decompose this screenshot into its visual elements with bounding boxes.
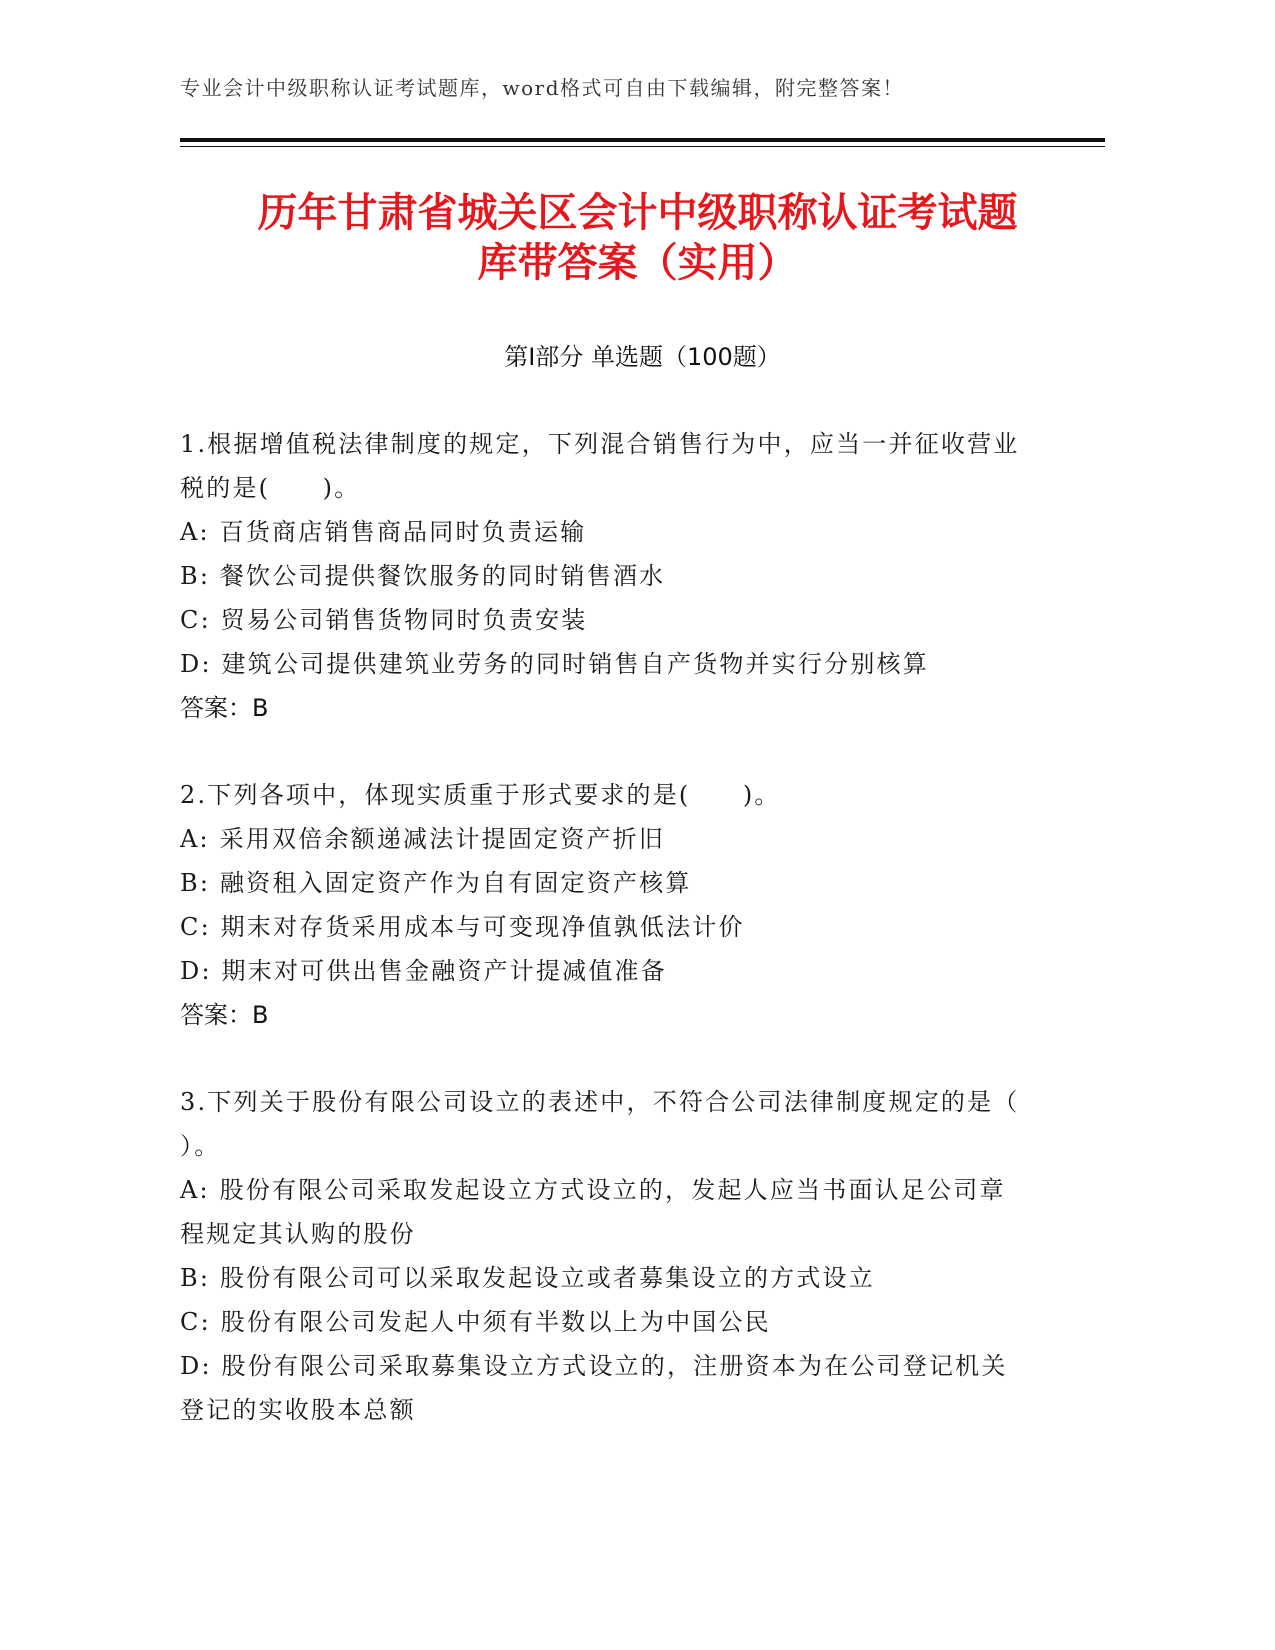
question-stem: 2.下列各项中，体现实质重于形式要求的是( )。 [180,781,781,809]
question-stem: 1.根据增值税法律制度的规定，下列混合销售行为中，应当一并征收营业税的是( )。 [180,430,1020,502]
question-1 [180,422,1030,730]
section-title: 第Ⅰ部分 单选题（100题） [504,343,781,371]
option-c: C: 贸易公司销售货物同时负责安装 [180,606,588,634]
question-2 [180,773,1030,1037]
document-title-line-2: 库带答案（实用） [477,240,798,286]
question-3 [180,1080,1030,1432]
option-a: A: 百货商店销售商品同时负责运输 [180,518,587,546]
answer: 答案：B [180,694,269,722]
option-b: B: 股份有限公司可以采取发起设立或者募集设立的方式设立 [180,1264,875,1292]
question-list [180,422,1030,1475]
option-a: A: 采用双倍余额递减法计提固定资产折旧 [180,825,666,853]
option-b: B: 餐饮公司提供餐饮服务的同时销售酒水 [180,562,666,590]
answer: 答案：B [180,1001,269,1029]
option-b: B: 融资租入固定资产作为自有固定资产核算 [180,869,692,897]
question-stem: 3.下列关于股份有限公司设立的表述中，不符合公司法律制度规定的是（ ）。 [180,1088,1020,1160]
document-title-line-1: 历年甘肃省城关区会计中级职称认证考试题 [257,190,1018,236]
header-rule-thin [180,146,1105,147]
option-d: D: 期末对可供出售金融资产计提减值准备 [180,957,667,985]
option-d: D: 股份有限公司采取募集设立方式设立的，注册资本为在公司登记机关登记的实收股本总额 [180,1352,1008,1424]
option-a: A: 股份有限公司采取发起设立方式设立的，发起人应当书面认足公司章程规定其认购的股份 [180,1176,1006,1248]
option-d: D: 建筑公司提供建筑业劳务的同时销售自产货物并实行分别核算 [180,650,929,678]
option-c: C: 期末对存货采用成本与可变现净值孰低法计价 [180,913,745,941]
document-title [140,188,1135,288]
option-c: C: 股份有限公司发起人中须有半数以上为中国公民 [180,1308,771,1336]
header-rule-thick [180,138,1105,142]
header-note: 专业会计中级职称认证考试题库，word格式可自由下载编辑，附完整答案！ [180,76,905,100]
